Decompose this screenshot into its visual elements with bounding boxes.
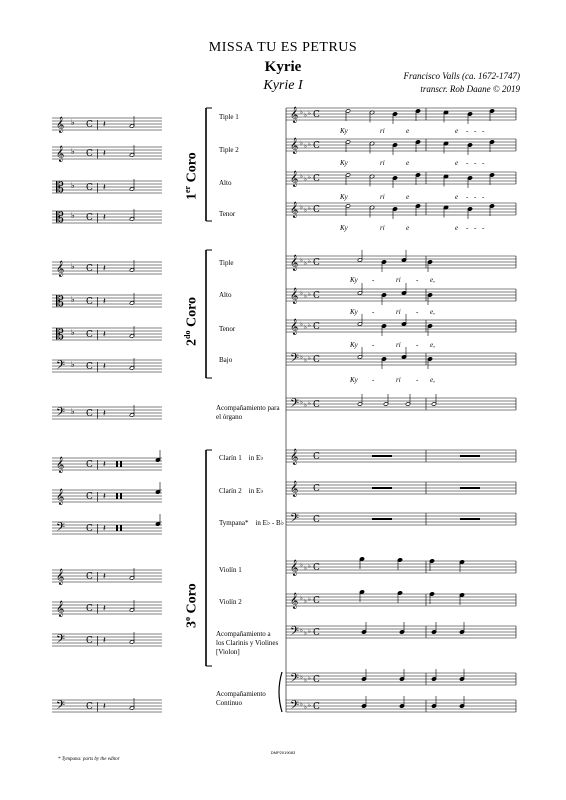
instrument-label: Acompañamiento a los Clarinis y Violines [Violon] — [216, 630, 279, 656]
lyric-syllable: - — [416, 376, 419, 384]
time-signature-glyph: C — [86, 524, 93, 534]
flat-glyph: ♭ — [308, 563, 311, 570]
time-signature-glyph: | — [96, 183, 100, 193]
clef-glyph: 𝄢 — [56, 521, 66, 537]
lyric-syllable: - — [372, 341, 375, 349]
lyric-syllable: Ky — [340, 127, 348, 135]
lyric-syllable: - — [466, 224, 469, 232]
flat-glyph: ♭ — [308, 702, 311, 709]
lyric-syllable: e — [406, 127, 410, 135]
flat-glyph: ♭ — [304, 357, 307, 364]
rest-glyph: 𝄽 — [103, 409, 106, 419]
instrument-label: Tiple 2 — [219, 146, 239, 154]
instrument-label: Clarín 2 in E♭ — [219, 487, 264, 495]
flat-glyph: ♭ — [304, 207, 307, 214]
flat-glyph: ♭ — [304, 112, 307, 119]
catalog-code: DMP2019083 — [270, 750, 296, 755]
lyric-syllable: - — [372, 308, 375, 316]
lyric-syllable: ri — [380, 127, 385, 135]
instrument-label: Acompañamiento Continuo — [216, 690, 266, 707]
flat-glyph: ♭ — [71, 181, 75, 190]
time-signature-glyph: | — [96, 120, 100, 130]
clef-glyph: 𝄞 — [290, 171, 299, 187]
lyric-syllable: Ky — [350, 308, 358, 316]
flat-glyph: ♭ — [308, 258, 311, 265]
flat-glyph: ♭ — [300, 257, 303, 264]
time-signature-glyph: C — [86, 149, 93, 159]
lyric-syllable: - — [372, 376, 375, 384]
time-signature-glyph: | — [96, 492, 100, 502]
flat-glyph: ♭ — [300, 562, 303, 569]
time-signature-glyph: | — [96, 636, 100, 646]
lyric-syllable: ri — [396, 376, 401, 384]
instrument-label: Acompañamiento para el órgano — [216, 404, 280, 421]
instrument-label: Violín 2 — [219, 598, 242, 606]
clef-glyph: 𝄞 — [56, 601, 65, 617]
clef-glyph: 𝄢 — [56, 699, 66, 715]
flat-glyph: ♭ — [300, 321, 303, 328]
time-signature-glyph: C — [313, 110, 320, 120]
lyric-syllable: Ky — [340, 159, 348, 167]
time-signature-glyph: C — [313, 258, 320, 268]
flat-glyph: ♭ — [71, 328, 75, 337]
clef-glyph: 𝄡 — [56, 180, 64, 196]
flat-glyph: ♭ — [300, 701, 303, 708]
flat-glyph: ♭ — [300, 290, 303, 297]
time-signature-glyph: | — [96, 702, 100, 712]
time-signature-glyph: C — [86, 460, 93, 470]
rest-glyph: 𝄽 — [103, 264, 106, 274]
flat-glyph: ♭ — [300, 109, 303, 116]
footnote: * Tympana: parts by the editor — [58, 757, 120, 762]
lyric-syllable: ri — [380, 224, 385, 232]
flat-glyph: ♭ — [308, 400, 311, 407]
lyric-syllable: ri — [380, 193, 385, 201]
instrument-label: Violín 1 — [219, 566, 242, 574]
lyric-syllable: - — [466, 127, 469, 135]
flat-glyph: ♭ — [308, 596, 311, 603]
rest-glyph: 𝄽 — [103, 702, 106, 712]
time-signature-glyph: C — [313, 675, 320, 685]
time-signature-glyph: C — [313, 355, 320, 365]
time-signature-glyph: C — [313, 400, 320, 410]
time-signature-glyph: C — [86, 492, 93, 502]
movement-title: Kyrie — [264, 59, 302, 75]
lyric-syllable: e — [455, 159, 459, 167]
rest-glyph: 𝄽 — [103, 524, 106, 534]
clef-glyph: 𝄞 — [56, 146, 65, 162]
clef-glyph: 𝄢 — [290, 625, 300, 641]
clef-glyph: 𝄞 — [290, 138, 299, 154]
clef-glyph: 𝄡 — [56, 210, 64, 226]
time-signature-glyph: C — [86, 409, 93, 419]
lyric-syllable: - — [416, 308, 419, 316]
lyric-syllable: e — [406, 159, 410, 167]
flat-glyph: ♭ — [304, 598, 307, 605]
flat-glyph: ♭ — [304, 143, 307, 150]
lyric-syllable: ri — [396, 276, 401, 284]
rest-glyph: 𝄽 — [103, 604, 106, 614]
time-signature-glyph: C — [313, 452, 320, 462]
lyric-syllable: ri — [396, 341, 401, 349]
instrument-label: Tympana* in E♭ - B♭ — [219, 519, 285, 527]
time-signature-glyph: | — [96, 213, 100, 223]
clef-glyph: 𝄞 — [290, 319, 299, 335]
rest-glyph: 𝄽 — [103, 330, 106, 340]
flat-glyph: ♭ — [304, 260, 307, 267]
flat-glyph: ♭ — [71, 262, 75, 271]
flat-glyph: ♭ — [300, 354, 303, 361]
clef-glyph: 𝄞 — [56, 569, 65, 585]
lyric-syllable: e — [455, 193, 459, 201]
time-signature-glyph: | — [96, 572, 100, 582]
clef-glyph: 𝄞 — [290, 449, 299, 465]
flat-glyph: ♭ — [304, 293, 307, 300]
clef-glyph: 𝄞 — [56, 489, 65, 505]
time-signature-glyph: C — [313, 563, 320, 573]
instrument-label: Tiple 1 — [219, 113, 239, 121]
mass-title: MISSA TU ES PETRUS — [208, 40, 358, 55]
clef-glyph: 𝄞 — [290, 255, 299, 271]
flat-glyph: ♭ — [304, 704, 307, 711]
time-signature-glyph: C — [86, 264, 93, 274]
lyric-syllable: Ky — [350, 376, 358, 384]
time-signature-glyph: C — [86, 120, 93, 130]
lyric-syllable: ri — [396, 308, 401, 316]
time-signature-glyph: | — [96, 362, 100, 372]
time-signature-glyph: C — [313, 205, 320, 215]
breve-rest — [120, 493, 122, 499]
time-signature-glyph: C — [313, 291, 320, 301]
lyric-syllable: Ky — [350, 276, 358, 284]
flat-glyph: ♭ — [300, 204, 303, 211]
flat-glyph: ♭ — [304, 630, 307, 637]
flat-glyph: ♭ — [300, 595, 303, 602]
breve-rest — [116, 461, 118, 467]
lyric-syllable: - — [474, 224, 477, 232]
time-signature-glyph: | — [96, 264, 100, 274]
time-signature-glyph: C — [313, 141, 320, 151]
flat-glyph: ♭ — [71, 118, 75, 127]
rest-glyph: 𝄽 — [103, 362, 106, 372]
time-signature-glyph: C — [313, 484, 320, 494]
time-signature-glyph: C — [313, 596, 320, 606]
time-signature-glyph: C — [86, 572, 93, 582]
flat-glyph: ♭ — [308, 675, 311, 682]
choir-label-1: 1er Coro — [183, 152, 200, 200]
flat-glyph: ♭ — [300, 140, 303, 147]
transcriber-credit: transcr. Rob Daane © 2019 — [420, 84, 520, 94]
flat-glyph: ♭ — [308, 291, 311, 298]
lyric-syllable: - — [482, 159, 485, 167]
flat-glyph: ♭ — [308, 628, 311, 635]
flat-glyph: ♭ — [300, 627, 303, 634]
time-signature-glyph: C — [86, 330, 93, 340]
time-signature-glyph: C — [86, 362, 93, 372]
flat-glyph: ♭ — [71, 211, 75, 220]
lyric-syllable: - — [482, 127, 485, 135]
time-signature-glyph: | — [96, 297, 100, 307]
flat-glyph: ♭ — [304, 324, 307, 331]
time-signature-glyph: C — [86, 297, 93, 307]
clef-glyph: 𝄡 — [56, 327, 64, 343]
lyric-syllable: - — [416, 276, 419, 284]
clef-glyph: 𝄞 — [56, 117, 65, 133]
breve-rest — [120, 525, 122, 531]
time-signature-glyph: | — [96, 330, 100, 340]
clef-glyph: 𝄢 — [290, 352, 300, 368]
clef-glyph: 𝄞 — [290, 288, 299, 304]
time-signature-glyph: C — [313, 702, 320, 712]
clef-glyph: 𝄢 — [56, 633, 66, 649]
clef-glyph: 𝄢 — [56, 406, 66, 422]
time-signature-glyph: | — [96, 604, 100, 614]
flat-glyph: ♭ — [308, 174, 311, 181]
time-signature-glyph: C — [313, 515, 320, 525]
instrument-label: Clarín 1 in E♭ — [219, 454, 264, 462]
lyric-syllable: - — [482, 193, 485, 201]
breve-rest — [120, 461, 122, 467]
flat-glyph: ♭ — [304, 402, 307, 409]
time-signature-glyph: C — [313, 174, 320, 184]
time-signature-glyph: | — [96, 409, 100, 419]
clef-glyph: 𝄞 — [290, 107, 299, 123]
time-signature-glyph: C — [313, 628, 320, 638]
section-title: Kyrie I — [263, 78, 303, 93]
staff-brace — [279, 672, 282, 712]
clef-glyph: 𝄞 — [290, 560, 299, 576]
lyric-syllable: e, — [430, 308, 435, 316]
clef-glyph: 𝄢 — [290, 672, 300, 688]
lyric-syllable: - — [474, 193, 477, 201]
lyric-syllable: Ky — [340, 224, 348, 232]
flat-glyph: ♭ — [300, 674, 303, 681]
lyric-syllable: Ky — [350, 341, 358, 349]
rest-glyph: 𝄽 — [103, 120, 106, 130]
lyric-syllable: - — [474, 159, 477, 167]
clef-glyph: 𝄞 — [290, 202, 299, 218]
clef-glyph: 𝄞 — [56, 457, 65, 473]
lyric-syllable: - — [466, 193, 469, 201]
composer-credit: Francisco Valls (ca. 1672-1747) — [403, 71, 520, 81]
lyric-syllable: - — [416, 341, 419, 349]
time-signature-glyph: C — [86, 636, 93, 646]
lyric-syllable: Ky — [340, 193, 348, 201]
rest-glyph: 𝄽 — [103, 492, 106, 502]
instrument-label: Tiple — [219, 259, 234, 267]
clef-glyph: 𝄞 — [290, 481, 299, 497]
flat-glyph: ♭ — [71, 147, 75, 156]
breve-rest — [116, 493, 118, 499]
time-signature-glyph: | — [96, 149, 100, 159]
lyric-syllable: - — [482, 224, 485, 232]
rest-glyph: 𝄽 — [103, 636, 106, 646]
time-signature-glyph: C — [313, 322, 320, 332]
lyric-syllable: - — [466, 159, 469, 167]
rest-glyph: 𝄽 — [103, 183, 106, 193]
lyric-syllable: e, — [430, 341, 435, 349]
choir-label-2: $2^{do}$ Coro — [183, 296, 200, 346]
flat-glyph: ♭ — [308, 110, 311, 117]
rest-glyph: 𝄽 — [103, 213, 106, 223]
flat-glyph: ♭ — [71, 407, 75, 416]
clef-glyph: 𝄢 — [290, 699, 300, 715]
clef-glyph: 𝄢 — [290, 397, 300, 413]
clef-glyph: 𝄢 — [56, 359, 66, 375]
flat-glyph: ♭ — [308, 141, 311, 148]
clef-glyph: 𝄡 — [56, 294, 64, 310]
instrument-label: Alto — [219, 291, 232, 299]
lyric-syllable: e, — [430, 276, 435, 284]
rest-glyph: 𝄽 — [103, 572, 106, 582]
flat-glyph: ♭ — [308, 322, 311, 329]
flat-glyph: ♭ — [304, 176, 307, 183]
clef-glyph: 𝄞 — [290, 593, 299, 609]
time-signature-glyph: C — [86, 604, 93, 614]
breve-rest — [116, 525, 118, 531]
rest-glyph: 𝄽 — [103, 149, 106, 159]
lyric-syllable: e — [406, 193, 410, 201]
lyric-syllable: e — [455, 127, 459, 135]
flat-glyph: ♭ — [304, 565, 307, 572]
flat-glyph: ♭ — [304, 677, 307, 684]
time-signature-glyph: C — [86, 702, 93, 712]
flat-glyph: ♭ — [71, 295, 75, 304]
lyric-syllable: - — [372, 276, 375, 284]
instrument-label: Tenor — [219, 325, 236, 333]
flat-glyph: ♭ — [71, 360, 75, 369]
rest-glyph: 𝄽 — [103, 460, 106, 470]
lyric-syllable: e — [455, 224, 459, 232]
instrument-label: Tenor — [219, 210, 236, 218]
time-signature-glyph: C — [86, 183, 93, 193]
lyric-syllable: e, — [430, 376, 435, 384]
time-signature-glyph: C — [86, 213, 93, 223]
clef-glyph: 𝄢 — [290, 512, 300, 528]
choir-label-3: 3$^o$ Coro — [183, 583, 200, 628]
instrument-label: Bajo — [219, 356, 233, 364]
clef-glyph: 𝄞 — [56, 261, 65, 277]
flat-glyph: ♭ — [300, 173, 303, 180]
time-signature-glyph: | — [96, 524, 100, 534]
flat-glyph: ♭ — [300, 399, 303, 406]
lyric-syllable: - — [474, 127, 477, 135]
lyric-syllable: ri — [380, 159, 385, 167]
flat-glyph: ♭ — [308, 355, 311, 362]
time-signature-glyph: | — [96, 460, 100, 470]
rest-glyph: 𝄽 — [103, 297, 106, 307]
lyric-syllable: e — [406, 224, 410, 232]
instrument-label: Alto — [219, 179, 232, 187]
flat-glyph: ♭ — [308, 205, 311, 212]
